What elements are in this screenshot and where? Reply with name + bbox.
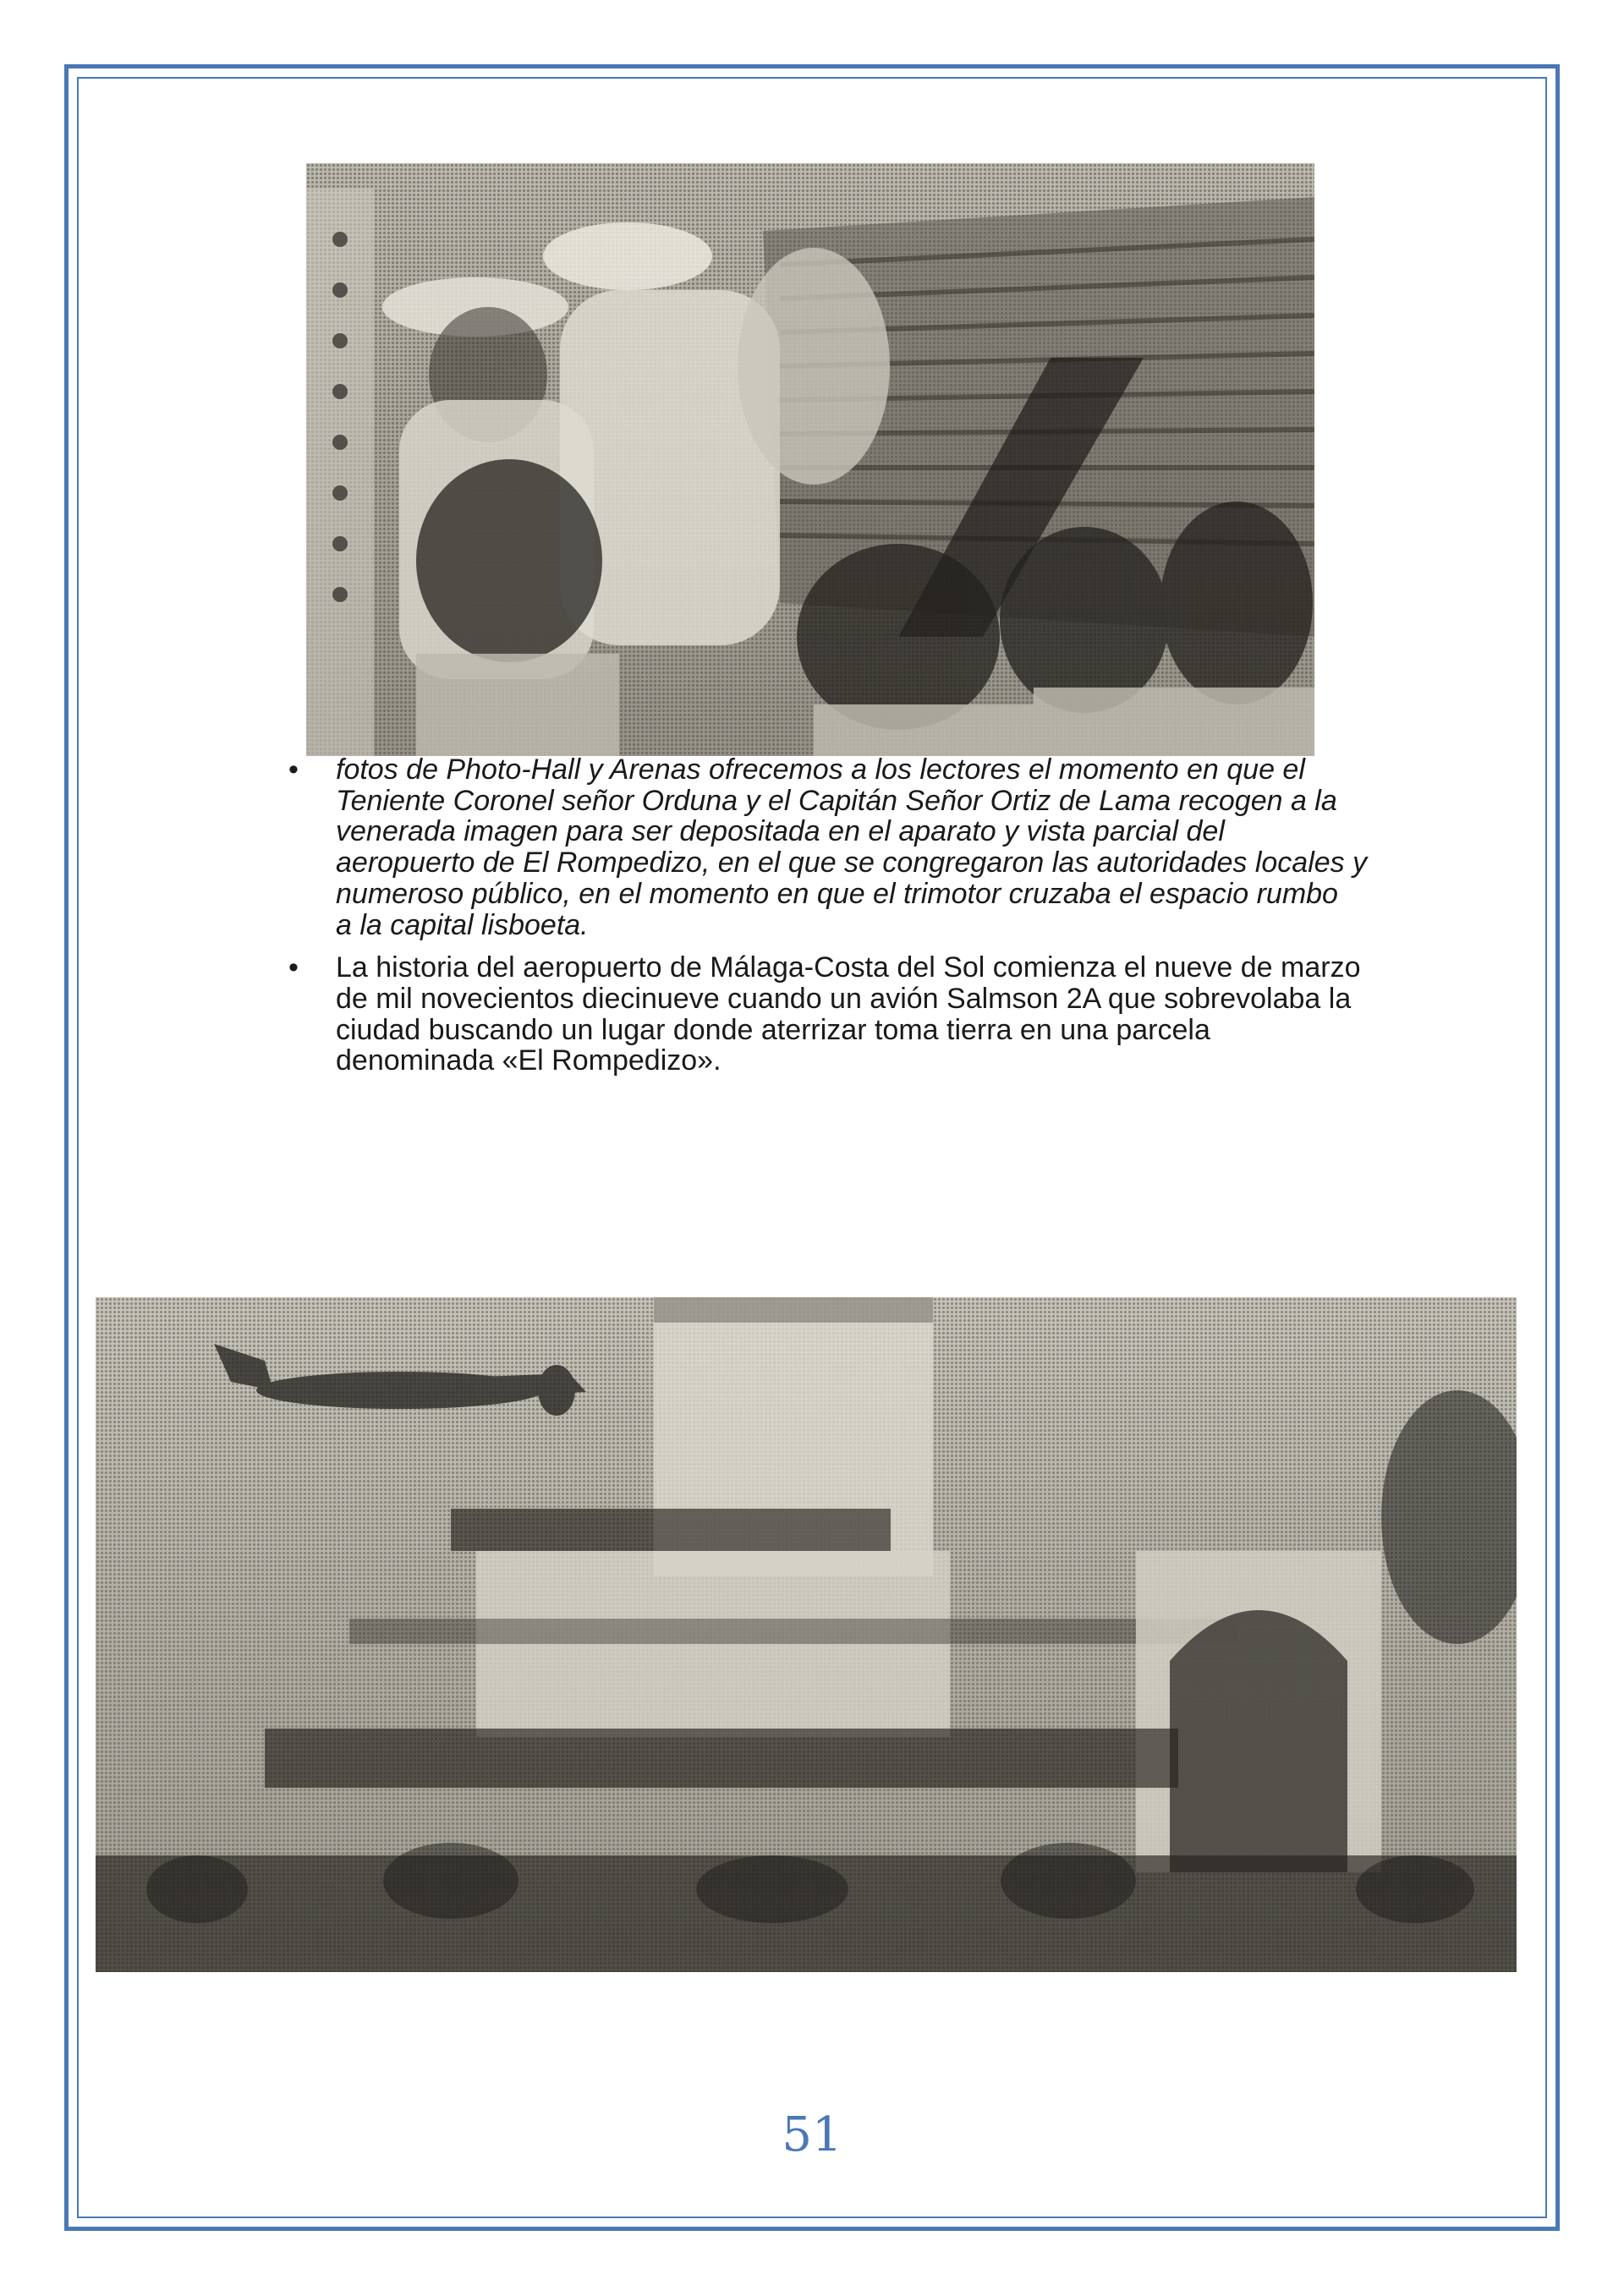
photo-officers-aircraft <box>306 163 1314 756</box>
photo-airport-terminal <box>96 1297 1517 1972</box>
bullet-text-photo-caption: fotos de Photo-Hall y Arenas ofrecemos a los lectores el momento en que el Teniente Coronel señor Orduna y el Capitán Señor Ortiz de Lama recogen a la venerada imagen para ser depositada en el aparato y vista parcial del aeropuerto de El Rompedizo, en el que se congregaron las autoridades locales y numeroso público, en el momento en que el trimotor cruzaba el espacio rumbo a la capital lisboeta. <box>336 753 1368 941</box>
bullet-text-airport-history: La historia del aeropuerto de Málaga-Costa del Sol comienza el nueve de marzo de mil novecientos diecinueve cuando un avión Salmson 2A que sobrevolaba la ciudad buscando un lugar donde aterrizar toma tierra en una parcela denominada «El Rompedizo». <box>336 951 1361 1077</box>
bullet-list <box>283 754 1535 1077</box>
list-item <box>283 952 1535 1077</box>
list-item <box>283 754 1535 940</box>
bullet-icon: • <box>288 753 299 786</box>
caption-text-block <box>283 754 1535 1088</box>
page-number: 51 <box>782 2107 842 2162</box>
bullet-icon: • <box>288 951 299 984</box>
photo-officers-illustration <box>306 163 1314 756</box>
photo-airport-illustration <box>96 1297 1517 1972</box>
